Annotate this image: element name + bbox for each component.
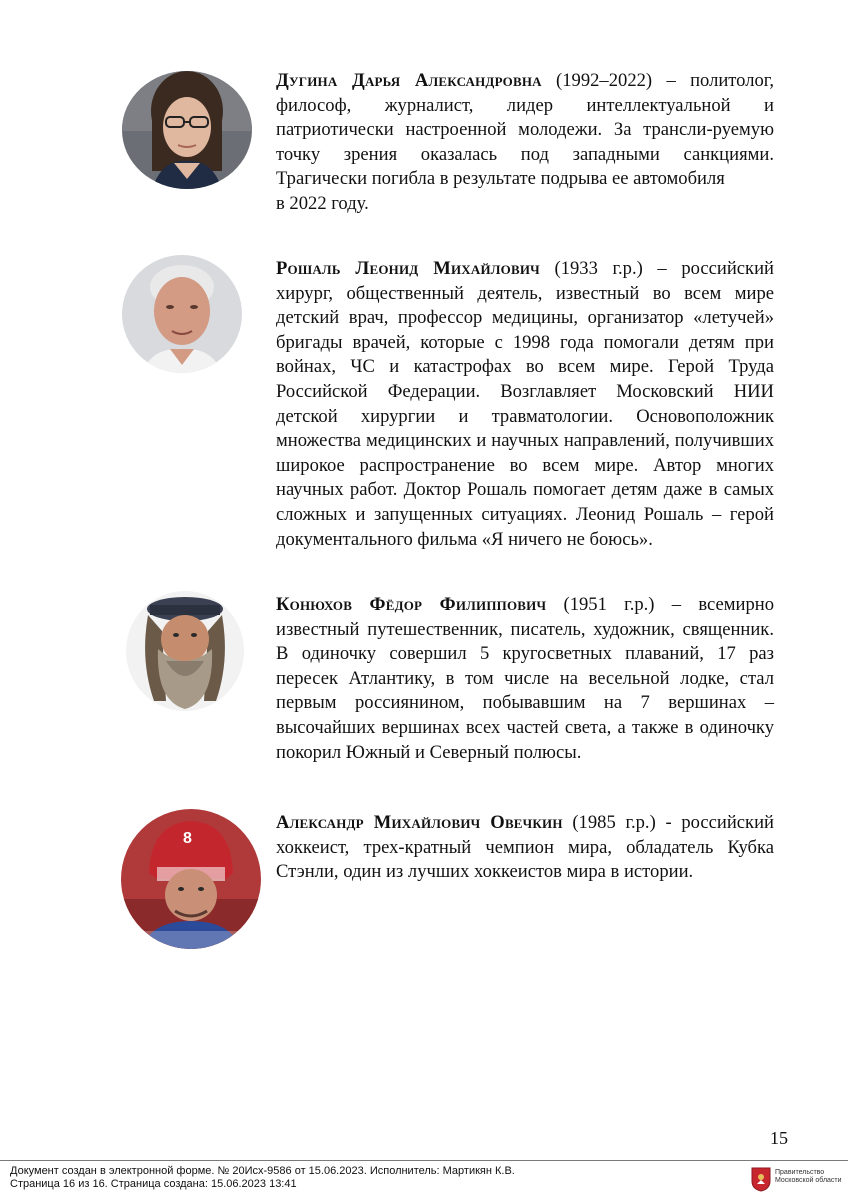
bio-text: (1992–2022) – политолог, философ, журналист, лидер интеллектуальной и патриотически настроенной молодежи. За трансли-руемую точку зрения оказалась под западными санкциями. Трагически погибла в результате подрыва ее автомобиля — [276, 70, 774, 190]
bio-roshal — [276, 257, 774, 552]
portrait-roshal-image — [122, 255, 242, 373]
document-footer — [0, 1160, 848, 1201]
portrait-ovechkin — [121, 809, 261, 949]
coat-of-arms-icon — [751, 1166, 771, 1192]
bio-ovechkin — [276, 811, 774, 885]
bio-text: (1985 г.р.) - российский хоккеист, трех-кратный чемпион мира, обладатель Кубка Стэнли, один из лучших хоккеистов мира в истории. — [276, 812, 774, 883]
footer-text — [10, 1165, 515, 1191]
person-name: Дугина Дарья Александровна — [276, 70, 542, 91]
person-name: Александр Михайлович Овечкин — [276, 812, 563, 833]
portrait-dugina-image — [122, 71, 252, 189]
bio-konyukhov — [276, 593, 774, 765]
portrait-dugina — [122, 71, 252, 189]
bio-text: (1951 г.р.) – всемирно известный путешественник, писатель, художник, священник. В одиночку совершил 5 кругосветных плаваний, 17 раз пересек Атлантику, в том числе на весельной лодке, стал первым россиянином, побывавшим на 7 вершинах – высочайших вершинах всех частей света, а также в одиночку покорил Южный и Северный полюсы. — [276, 594, 774, 763]
government-label-line-2: Московской области — [775, 1177, 842, 1184]
page-number: 15 — [770, 1128, 788, 1148]
bio-text-tail: в 2022 году. — [276, 192, 369, 214]
footer-line-1: Документ создан в электронной форме. № 20Исх-9586 от 15.06.2023. Исполнитель: Мартикян К.В. — [10, 1165, 515, 1177]
person-name: Конюхов Фёдор Филиппович — [276, 594, 547, 615]
bio-text: (1933 г.р.) – российский хирург, общественный деятель, известный во всем мире детский врач, профессор медицины, организатор «летучей» бригады врачей, которые с 1998 года помогали детям при войнах, ЧС и катастрофах во всем мире. Герой Труда Российской Федерации. Возглавляет Московский НИИ детской хирургии и травматологии. Основоположник множества медицинских и научных направлений, получивших широкое распространение во всем мире. Автор многих научных работ. Доктор Рошаль помогает детям даже в самых сложных и запущенных ситуациях. Леонид Рошаль – герой документального фильма «Я ничего не боюсь». — [276, 258, 774, 550]
portrait-konyukhov — [126, 591, 244, 711]
person-name: Рошаль Леонид Михайлович — [276, 258, 540, 279]
svg-text:8: 8 — [183, 830, 192, 847]
government-label-line-1: Правительство — [775, 1169, 825, 1176]
footer-line-2: Страница 16 из 16. Страница создана: 15.06.2023 13:41 — [10, 1178, 297, 1190]
portrait-konyukhov-image — [126, 591, 244, 711]
portrait-ovechkin-image — [121, 809, 261, 949]
bio-dugina — [276, 69, 774, 217]
portrait-roshal — [122, 255, 242, 373]
government-label — [775, 1169, 845, 1185]
